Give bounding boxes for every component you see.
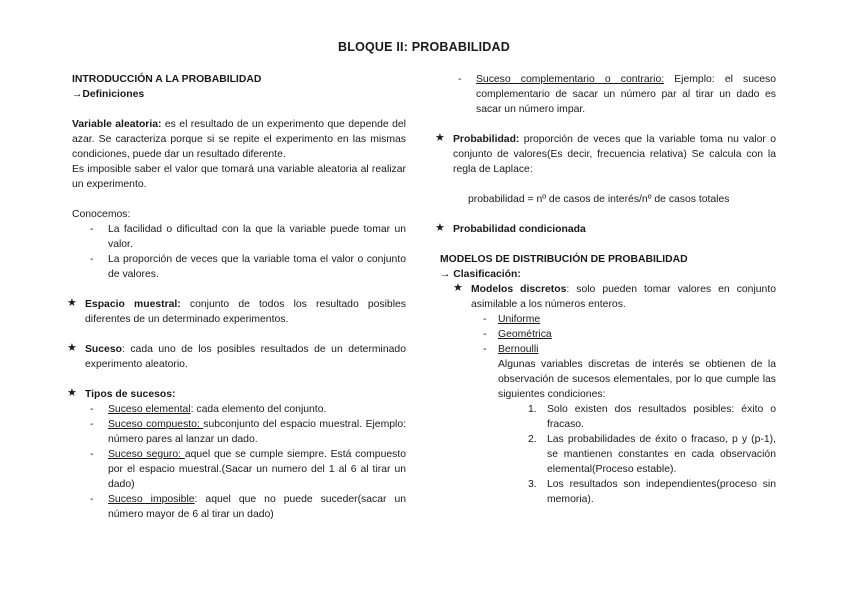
- definition-modelos-discretos: ★ Modelos discretos: solo pueden tomar valores en conjunto asimilable a los números enteros.: [453, 282, 776, 310]
- subheading-clasificacion: → Clasificación:: [440, 269, 521, 280]
- list-item: - Suceso compuesto: subconjunto del espacio muestral. Ejemplo: número pares al lanzar un dado.: [72, 417, 406, 447]
- list-item: - Suceso imposible: aquel que no puede suceder(sacar un número mayor de 6 al tirar un dado): [72, 492, 406, 522]
- definition-suceso: ★ Suceso: cada uno de los posibles resultados de un determinado experimento aleatorio.: [67, 342, 406, 370]
- list-item: - La facilidad o dificultad con la que la variable puede tomar un valor.: [72, 222, 406, 252]
- star-icon: ★: [67, 342, 77, 354]
- page-title: BLOQUE II: PROBABILIDAD: [338, 40, 510, 54]
- star-icon: ★: [67, 297, 77, 309]
- list-item-uniforme: - Uniforme: [440, 312, 776, 327]
- paragraph-imposible: Es imposible saber el valor que tomará una variable aleatoria al realizar un experimento.: [72, 164, 406, 190]
- label-conocemos: Conocemos:: [72, 209, 131, 220]
- list-item-geometrica: - Geométrica: [440, 327, 776, 342]
- numbered-item: 2. Las probabilidades de éxito o fracaso, p y (p-1), se mantienen constantes en cada observación elemental(Proceso estable).: [528, 434, 776, 475]
- formula-laplace: probabilidad = nº de casos de interés/nº de casos totales: [468, 194, 730, 205]
- section-heading-introduccion: INTRODUCCIÓN A LA PROBABILIDAD: [72, 74, 262, 85]
- star-icon: ★: [453, 282, 463, 294]
- paragraph-bernoulli: Algunas variables discretas de interés se obtienen de la observación de sucesos elementales, por lo que cumple las siguientes condiciones:: [498, 359, 776, 400]
- heading-probabilidad-condicionada: ★ Probabilidad condicionada: [435, 222, 586, 235]
- list-item: - Suceso seguro: aquel que se cumple siempre. Está compuesto por el espacio muestral.(Sacar un numero del 1 al 6 al tirar un dado): [72, 447, 406, 492]
- definition-variable-aleatoria: Variable aleatoria: es el resultado de un experimento que depende del azar. Se caracteriza porque si se repite el experimento en las mismas condiciones, puede dar un resultado diferente.: [72, 119, 406, 160]
- star-icon: ★: [435, 132, 445, 144]
- definition-probabilidad: ★ Probabilidad: proporción de veces que la variable toma nu valor o conjunto de valores(Es decir, frecuencia relativa) Se calcula con la regla de Laplace:: [435, 132, 776, 175]
- list-item-bernoulli: - Bernoulli: [440, 342, 776, 357]
- subheading-definiciones: →Definiciones: [72, 89, 145, 100]
- list-item: - La proporción de veces que la variable toma el valor o conjunto de valores.: [72, 252, 406, 282]
- section-heading-modelos: MODELOS DE DISTRIBUCIÓN DE PROBABILIDAD: [440, 254, 688, 265]
- left-column: [67, 72, 407, 522]
- numbered-item: 3. Los resultados son independientes(proceso sin memoria).: [528, 479, 776, 505]
- numbered-item: 1. Solo existen dos resultados posibles: éxito o fracaso.: [528, 404, 776, 430]
- list-item: - Suceso elemental: cada elemento del conjunto.: [72, 402, 406, 417]
- list-item-complementario: - Suceso complementario o contrario: Ejemplo: el suceso complementario de sacar un número par al tirar un dado es sacar un número impar.: [440, 72, 776, 117]
- right-column: [435, 72, 776, 507]
- star-icon: ★: [435, 222, 445, 234]
- definition-espacio-muestral: ★ Espacio muestral: conjunto de todos los resultado posibles diferentes de un determinado experimentos.: [67, 297, 406, 325]
- star-icon: ★: [67, 387, 77, 399]
- heading-tipos-de-sucesos: ★ Tipos de sucesos:: [67, 387, 176, 400]
